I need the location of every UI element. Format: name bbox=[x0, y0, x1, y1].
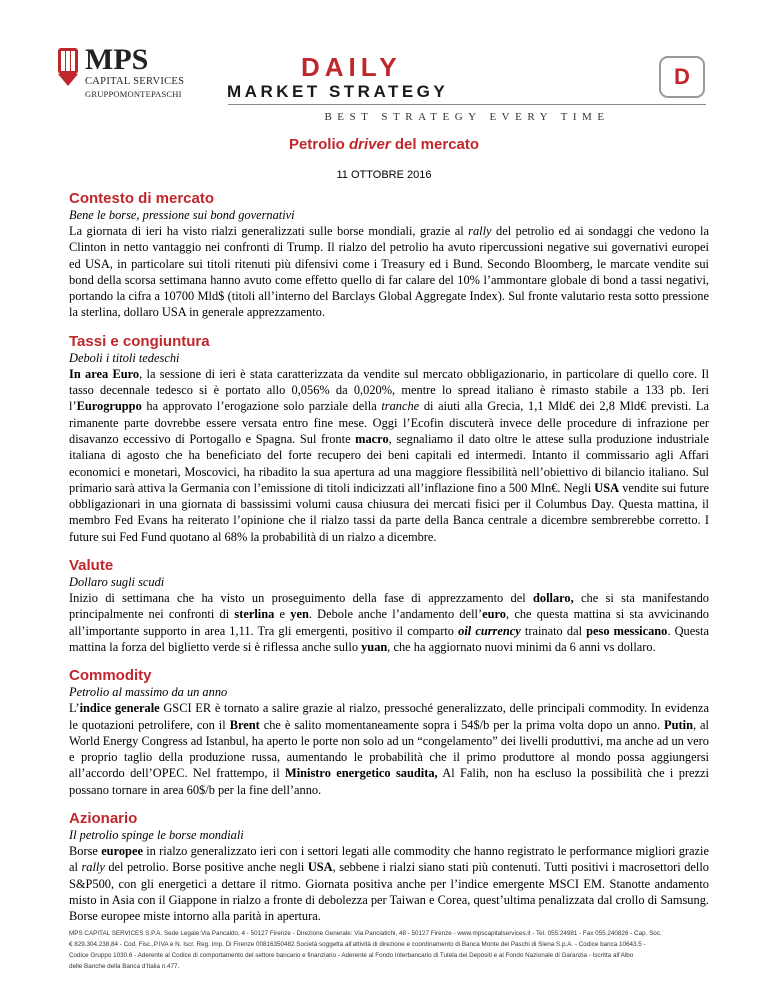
text-run: GSCI ER è tornato a salire grazie al rialzo, pressoché generalizzato, delle principali commodity. In evidenza le quotazioni petrolifere, con il bbox=[69, 701, 709, 732]
text-run: vendite sui future obbligazionari in una giornata di bassissimi volumi causa chiusura dei mercati fisici per il Columbus Day. Questa mattina, il membro Fed Evans ha reiterato l’opinione che il rialzo tassi da parte della Banca centrale a dicembre sembrerebbe corretto. I future sui Fed Fund quotano al 68% la probabilità di un rialzo a dicembre. bbox=[69, 480, 709, 544]
section-contesto bbox=[69, 190, 709, 321]
text-run-bold-italic: oil currency bbox=[458, 623, 521, 638]
footer-line: Codice Gruppo 1030.6 - Aderente al Codice di comportamento del settore bancario e finanziario - Aderente al Fondo Interbancario di Tutela dei Depositi e al Fondo Nazionale di Garanzia - Iscritta all’Albo bbox=[69, 952, 634, 959]
section-paragraph bbox=[69, 366, 709, 545]
section-tassi bbox=[69, 333, 709, 545]
text-run: di aiuti alla Grecia, 1,1 Mld€ dei 2,8 Mld€ previsti. La rimanente parte dovrebbe essere versata entro fine mese. Oggi l’Ecofin discuterà invece delle procedure di infrazione per disavanzo eccessivo di Portogallo e Spagna. Sul fronte bbox=[69, 399, 709, 446]
logo-group: GRUPPOMONTEPASCHI bbox=[85, 89, 182, 99]
section-paragraph bbox=[69, 223, 709, 321]
section-paragraph bbox=[69, 590, 709, 655]
text-run: , al World Energy Congress ad Istanbul, ha aperto le porte non solo ad un “congelamento” dei livelli produttivi, ma anche ad un vero e proprio taglio della produzione russa, aumentando le probabilità che il primo produttore al mondo possa aggiungersi all’accordo dell’OPEC. Nel frattempo, il bbox=[69, 717, 710, 781]
document-date: 11 OTTOBRE 2016 bbox=[336, 169, 432, 181]
text-run: . Questa mattina la forza del biglietto verde si è riflessa anche sullo bbox=[69, 623, 710, 654]
text-run-bold: USA bbox=[594, 480, 620, 495]
text-run-bold: Brent bbox=[229, 717, 260, 732]
text-run-bold: yuan bbox=[361, 639, 388, 654]
footer-line: MPS CAPITAL SERVICES S.P.A. Sede Legale:Via Pancaldo, 4 - 50127 Firenze - Direzione Generale: Via Panciatichi, 48 - 50127 Firenze - www.mpscapitalservices.it - Tel. 055.24981 - Fax 055.240826 - Cap. Soc. bbox=[69, 930, 662, 937]
main-content bbox=[69, 190, 709, 937]
text-run-italic: rally bbox=[81, 860, 105, 875]
daily-title: DAILY bbox=[301, 52, 402, 82]
text-run: in rialzo generalizzato ieri con i settori legati alle commodity che hanno registrato le performance migliori grazie al bbox=[69, 844, 710, 875]
text-run-bold: macro bbox=[355, 431, 389, 446]
text-run: , segnaliamo il dato oltre le attese sulla produzione industriale italiana di agosto che ha beneficiato del forte recupero dei beni capitali ed intermedi. Intanto il commissario agli Affari economici e monetari, Moscovici, ha ribadito la sua apertura ad una maggiore flessibilità nell’obiettivo di bilancio italiano. Sul primario sarà attiva la Germania con l’emissione di titoli indicizzati all’inflazione fino a 500 Mln€. Negli bbox=[69, 431, 709, 495]
section-title: Tassi e congiuntura bbox=[69, 332, 210, 350]
text-run-bold: In area Euro bbox=[69, 366, 140, 381]
section-title: Azionario bbox=[69, 810, 138, 828]
text-run: L’ bbox=[69, 701, 80, 716]
section-azionario bbox=[69, 810, 709, 924]
text-run: . Debole anche l’andamento dell’ bbox=[308, 607, 483, 622]
text-run: Inizio di settimana che ha visto un proseguimento della fase di apprezzamento del bbox=[69, 591, 533, 606]
section-subtitle: Il petrolio spinge le borse mondiali bbox=[69, 828, 244, 843]
page-header bbox=[0, 0, 768, 135]
document-title bbox=[0, 136, 768, 153]
tagline: BEST STRATEGY EVERY TIME bbox=[324, 111, 610, 123]
text-run-italic: rally bbox=[468, 224, 492, 238]
text-run: del petrolio. Borse positive anche negli bbox=[104, 860, 308, 875]
mps-seal-icon bbox=[55, 46, 81, 88]
text-run-bold: peso messicano bbox=[586, 623, 668, 638]
logo-subtitle: CAPITAL SERVICES bbox=[85, 76, 185, 87]
text-run: , che ha aggiornato nuovi minimi da 6 anni vs dollaro. bbox=[387, 639, 656, 654]
text-run: , che questa mattina si sta avvicinando all’importante supporto in area 1,11. Tra gli emergenti, positivo il comparto bbox=[69, 607, 709, 638]
section-title: Contesto di mercato bbox=[69, 190, 215, 207]
text-run: e bbox=[274, 607, 291, 622]
section-paragraph bbox=[69, 843, 709, 924]
section-title: Valute bbox=[69, 557, 114, 575]
footer-line: delle Banche della Banca d’Italia n.477. bbox=[69, 963, 180, 970]
text-run: trainato dal bbox=[520, 623, 587, 638]
text-run: Al Falih, non ha escluso la possibilità che i prezzi possano tornare in area 60$/b per la fine dell’anno. bbox=[69, 766, 709, 797]
text-run-bold: indice generale bbox=[79, 701, 160, 716]
text-run: del petrolio ed ai sondaggi che vedono la Clinton in netto vantaggio nei confronti di Trump. Il rialzo del petrolio ha avuto ripercussioni negative sui governativi europei ed USA, in particolare sui titoli ritenuti più difensivi come i Treasury ed i Bund. Secondo Bloomberg, le marcate vendite sui bond della scorsa settimana hanno avuto come effetto quello di far calare del 10% l’ammontare globale di bond a tassi negativi, portando la cifra a 10700 Mld$ (titoli all’interno del Barclays Global Aggregate Index). Sul fronte valutario resta sotto pressione la sterlina, dollaro USA in generale apprezzamento. bbox=[69, 224, 709, 320]
text-run-bold: europee bbox=[101, 844, 143, 859]
title-post: del mercato bbox=[390, 136, 480, 153]
text-run: ha approvato l’erogazione solo parziale della bbox=[141, 399, 382, 414]
section-title: Commodity bbox=[69, 667, 152, 685]
text-run: che si sta manifestando principalmente nei confronti di bbox=[69, 591, 709, 622]
section-subtitle: Petrolio al massimo da un anno bbox=[69, 685, 228, 700]
text-run-bold: Eurogruppo bbox=[76, 399, 142, 414]
section-subtitle: Bene le borse, pressione sui bond governativi bbox=[69, 208, 295, 222]
text-run-bold: Ministro energetico saudita, bbox=[285, 766, 438, 781]
logo-name: MPS bbox=[85, 43, 149, 76]
section-paragraph bbox=[69, 700, 709, 798]
text-run-bold: USA bbox=[307, 860, 333, 875]
section-subtitle: Deboli i titoli tedeschi bbox=[69, 350, 180, 365]
section-commodity bbox=[69, 667, 709, 798]
text-run-bold: euro bbox=[482, 607, 506, 622]
text-run-italic: tranche bbox=[381, 399, 420, 414]
footer-line: € 829.304.238,84 - Cod. Fisc.,P.IVA e N. Iscr. Reg. Imp. Di Firenze 00816350482 Società soggetta all’attività di direzione e coordinamento di Banca Monte dei Paschi di Siena S.p.A. - Codice banca 10643.5 - bbox=[69, 941, 646, 948]
section-subtitle: Dollaro sugli scudi bbox=[69, 575, 165, 590]
text-run-bold: dollaro, bbox=[532, 591, 574, 606]
text-run-bold: sterlina bbox=[234, 607, 275, 622]
text-run-bold: yen bbox=[290, 607, 309, 622]
title-pre: Petrolio bbox=[288, 136, 349, 153]
text-run: , sebbene i rialzi siano stati più contenuti. Tutti positivi i macrosettori dello S&P500, con gli energetici a dettare il ritmo. Giornata positiva anche per l’indice emergente MSCI EM. Stanotte andamento misto in Asia con il Giappone in rialzo a fronte di debolezza per Taiwan e Corea, quest’ultima penalizzata dal crollo di Samsung. Borse europee miste intorno alla parità in apertura. bbox=[69, 860, 709, 924]
text-run: La giornata di ieri ha visto rialzi generalizzati sulle borse mondiali, grazie al bbox=[69, 224, 469, 238]
legal-footer bbox=[69, 928, 709, 972]
market-strategy-title: MARKET STRATEGY bbox=[227, 82, 449, 101]
header-divider bbox=[228, 104, 706, 105]
section-valute bbox=[69, 557, 709, 655]
title-em: driver bbox=[348, 136, 391, 153]
text-run: che è salito momentaneamente sopra i 54$/b per la prima volta dopo un anno. bbox=[259, 717, 665, 732]
text-run: , la sessione di ieri è stata caratterizzata da vendite sul mercato obbligazionario, in particolare di quello core. Il tasso decennale tedesco si è portato allo 0,056% da 0,020%, mentre lo spread italiano è rimasto stabile a 133 pb. Ieri l’ bbox=[69, 366, 709, 414]
d-badge: D bbox=[659, 56, 705, 98]
text-run-bold: Putin bbox=[664, 717, 693, 732]
text-run: Borse bbox=[69, 844, 102, 859]
